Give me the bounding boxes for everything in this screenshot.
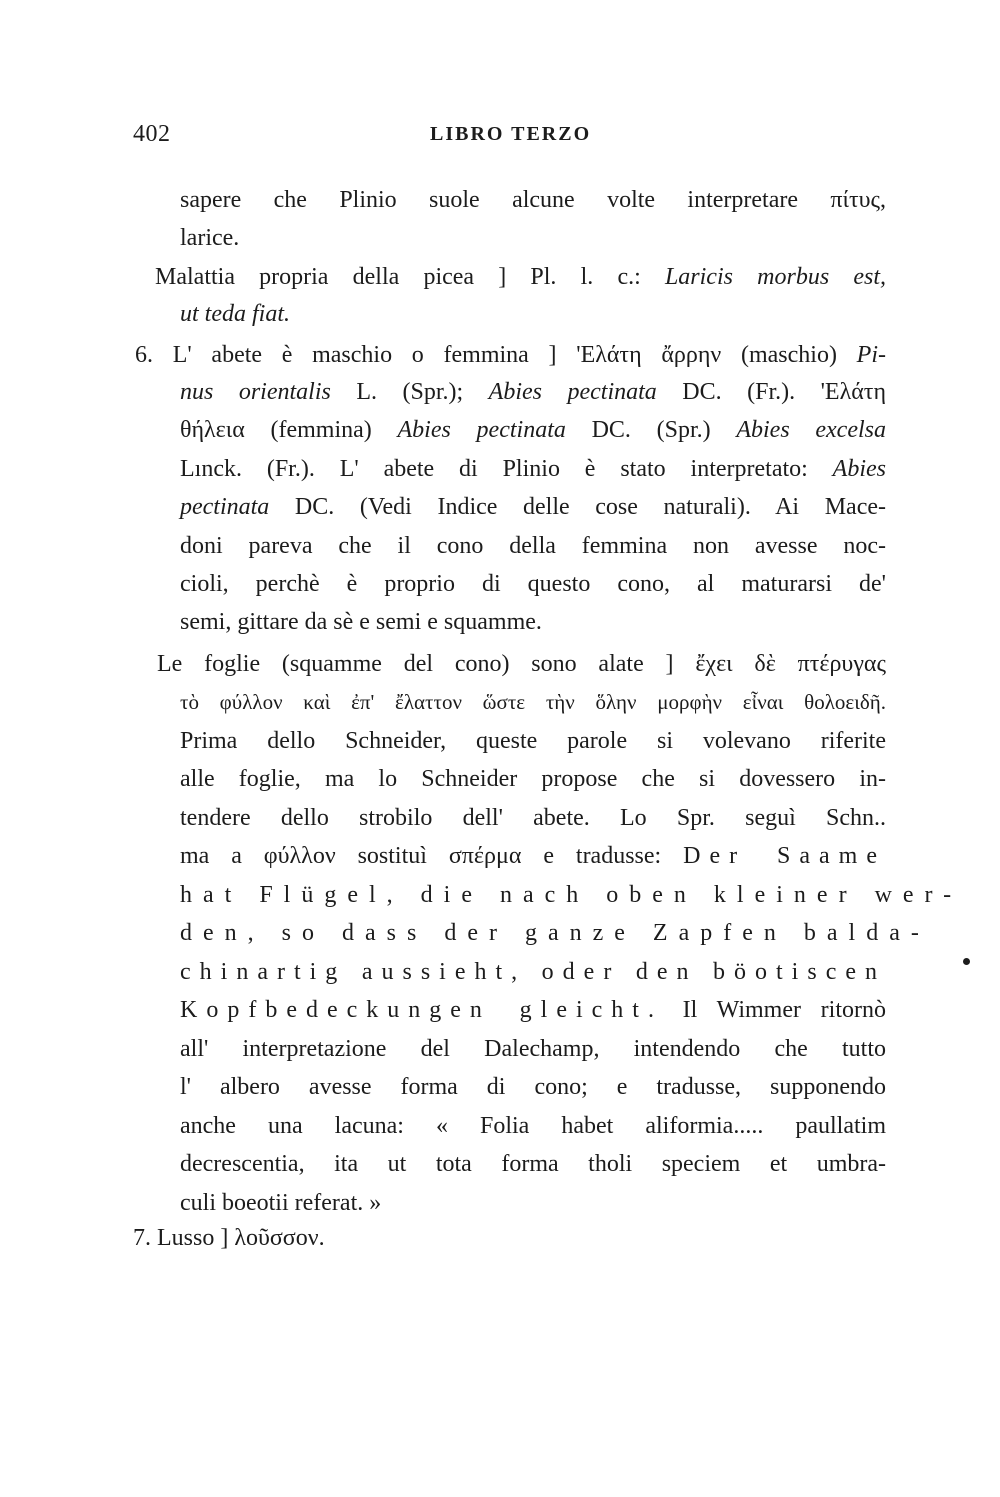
text-line: all' interpretazione del Dalechamp, intendendo che tutto xyxy=(180,1036,886,1062)
text-line: Lınck. (Fr.). L' abete di Plinio è stato interpretato: Abies xyxy=(180,456,886,482)
text-line: culi boeotii referat. » xyxy=(180,1190,382,1216)
text-line: alle foglie, ma lo Schneider propose che si dovessero in- xyxy=(180,766,886,792)
text-line: Prima dello Schneider, queste parole si volevano riferite xyxy=(180,728,886,754)
text-line: decrescentia, ita ut tota forma tholi speciem et umbra- xyxy=(180,1151,886,1177)
text-line: hat Flügel, die nach oben kleiner wer- xyxy=(180,882,963,908)
text-line: θήλεια (femmina) Abies pectinata DC. (Spr.) Abies excelsa xyxy=(180,417,886,443)
page-number: 402 xyxy=(133,121,171,147)
text-line: pectinata DC. (Vedi Indice delle cose naturali). Ai Mace- xyxy=(180,494,886,520)
text-line: 6. L' abete è maschio o femmina ] 'Ελάτη ἄρρην (maschio) Pi- xyxy=(135,342,886,368)
ink-speck xyxy=(963,958,970,965)
text-line: sapere che Plinio suole alcune volte interpretare πίτυς, xyxy=(180,187,886,213)
text-line: 7. Lusso ] λοῦσσον. xyxy=(133,1225,325,1251)
text-line: anche una lacuna: « Folia habet aliformia..... paullatim xyxy=(180,1113,886,1139)
text-line: tendere dello strobilo dell' abete. Lo Spr. seguì Schn.. xyxy=(180,805,886,831)
text-line: τὸ φύλλον καὶ ἐπ' ἔλαττον ὥστε τὴν ὅλην μορφὴν εἶναι θολοειδῆ. xyxy=(180,690,886,714)
text-line: Le foglie (squamme del cono) sono alate ] ἔχει δὲ πτέρυγας xyxy=(157,651,886,677)
text-line: nus orientalis L. (Spr.); Abies pectinata DC. (Fr.). 'Ελάτη xyxy=(180,379,886,405)
text-line: ut teda fiat. xyxy=(180,301,290,327)
text-line: doni pareva che il cono della femmina non avesse noc- xyxy=(180,533,886,559)
running-head: LIBRO TERZO xyxy=(430,123,592,145)
text-line: larice. xyxy=(180,225,240,251)
text-line: cioli, perchè è proprio di questo cono, al maturarsi de' xyxy=(180,571,886,597)
text-line: den, so dass der ganze Zapfen balda- xyxy=(180,920,930,946)
text-line: Malattia propria della picea ] Pl. l. c.: Laricis morbus est, xyxy=(155,264,886,290)
text-line: l' albero avesse forma di cono; e tradusse, supponendo xyxy=(180,1074,886,1100)
text-line: ma a φύλλον sostituì σπέρμα e tradusse: Der Saame xyxy=(180,843,886,869)
text-line: chinartig aussieht, oder den böotiscen xyxy=(180,959,886,985)
text-line: semi, gittare da sè e semi e squamme. xyxy=(180,609,542,635)
text-line: Kopfbedeckungen gleicht. Il Wimmer ritornò xyxy=(180,997,886,1023)
